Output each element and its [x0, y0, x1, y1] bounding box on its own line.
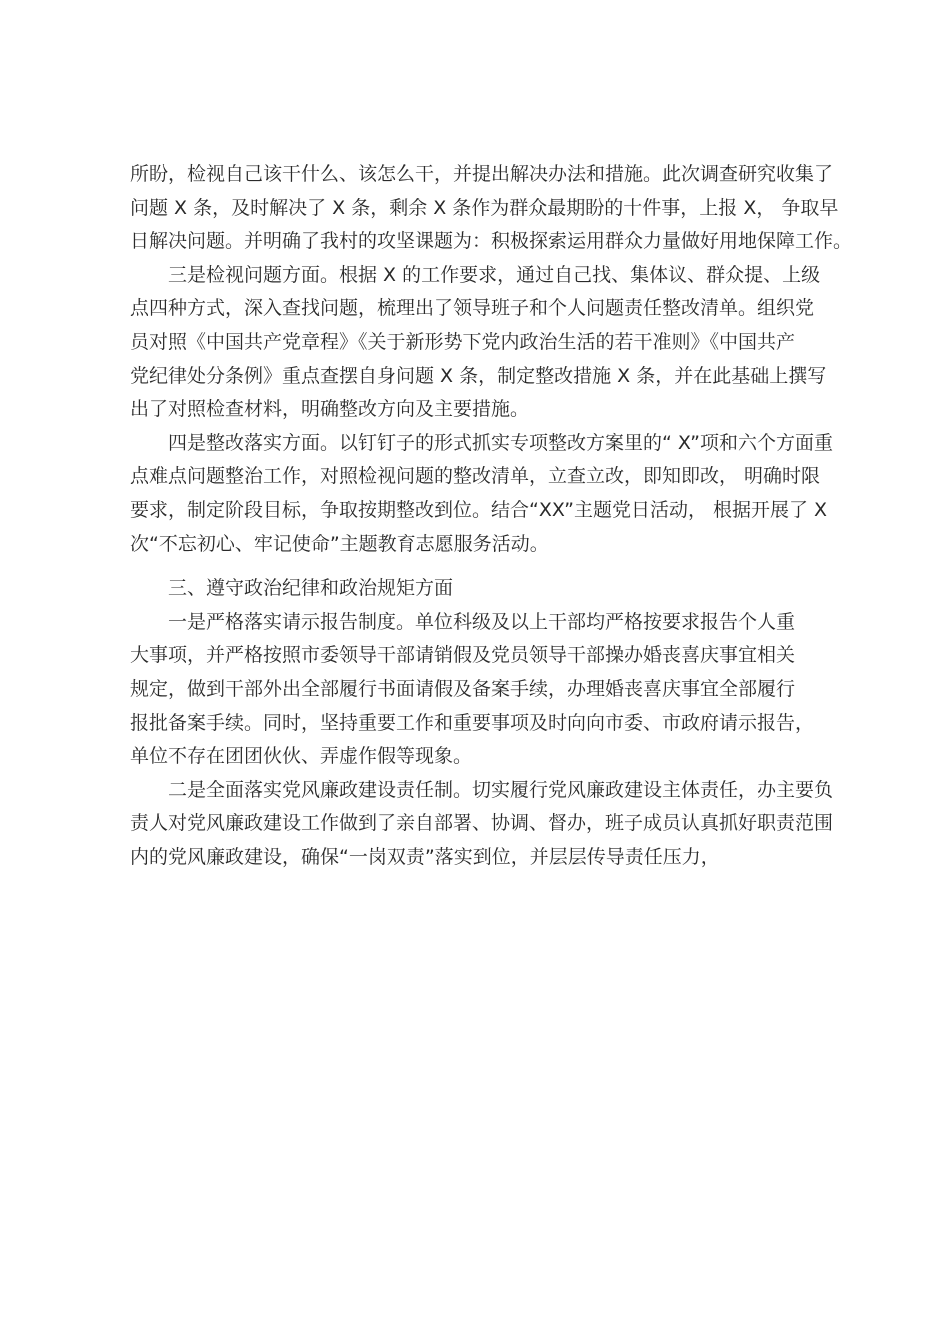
text-line: 党纪律处分条例》重点查摆自身问题 X 条，制定整改措施 X 条，并在此基础上撰写	[130, 364, 827, 387]
spacer	[130, 561, 850, 572]
text-line: 点难点问题整治工作，对照检视问题的整改清单，立查立改，即知即改， 明确时限	[130, 465, 821, 488]
text-line: 报批备案手续。同时，坚持重要工作和重要事项及时向向市委、市政府请示报告，	[130, 711, 815, 734]
paragraph-start-line: 三是检视问题方面。根据 X 的工作要求，通过自己找、集体议、群众提、上级	[168, 263, 821, 286]
text-line: 内的党风廉政建设，确保“一岗双责”落实到位，并层层传导责任压力，	[130, 845, 720, 868]
document-body	[130, 158, 853, 874]
paragraph-start-line: 四是整改落实方面。以钉钉子的形式抓实专项整改方案里的“ X”项和六个方面重	[168, 431, 833, 454]
text-line: 日解决问题。并明确了我村的攻坚课题为：积极探索运用群众力量做好用地保障工作。	[130, 230, 853, 253]
text-line: 出了对照检查材料，明确整改方向及主要措施。	[130, 398, 530, 421]
paragraph-start-line: 二是全面落实党风廉政建设责任制。切实履行党风廉政建设主体责任，办主要负	[168, 778, 834, 801]
section-heading: 三、遵守政治纪律和政治规矩方面	[168, 577, 454, 600]
text-line: 员对照《中国共产党章程》《关于新形势下党内政治生活的若干准则》《中国共产	[130, 330, 796, 353]
paragraph-start-line: 一是严格落实请示报告制度。单位科级及以上干部均严格按要求报告个人重	[168, 610, 796, 633]
text-line: 责人对党风廉政建设工作做到了亲自部署、协调、督办，班子成员认真抓好职责范围	[130, 812, 834, 835]
text-line: 规定，做到干部外出全部履行书面请假及备案手续，办理婚丧喜庆事宜全部履行	[130, 677, 796, 700]
text-line: 所盼，检视自己该干什么、该怎么干，并提出解决办法和措施。此次调查研究收集了	[130, 163, 834, 185]
text-line: 大事项，并严格按照市委领导干部请销假及党员领导干部操办婚丧喜庆事宜相关	[130, 644, 796, 667]
text-line: 次“不忘初心、牢记使命”主题教育志愿服务活动。	[130, 532, 549, 555]
text-line: 单位不存在团团伙伙、弄虚作假等现象。	[130, 745, 473, 768]
text-line: 问题 X 条，及时解决了 X 条，剩余 X 条作为群众最期盼的十件事，上报 X， 争取早	[130, 196, 839, 219]
text-line: 要求，制定阶段目标，争取按期整改到位。结合“XX”主题党日活动， 根据开展了 X	[130, 498, 828, 521]
text-line: 点四种方式，深入查找问题，梳理出了领导班子和个人问题责任整改清单。组织党	[130, 297, 815, 320]
